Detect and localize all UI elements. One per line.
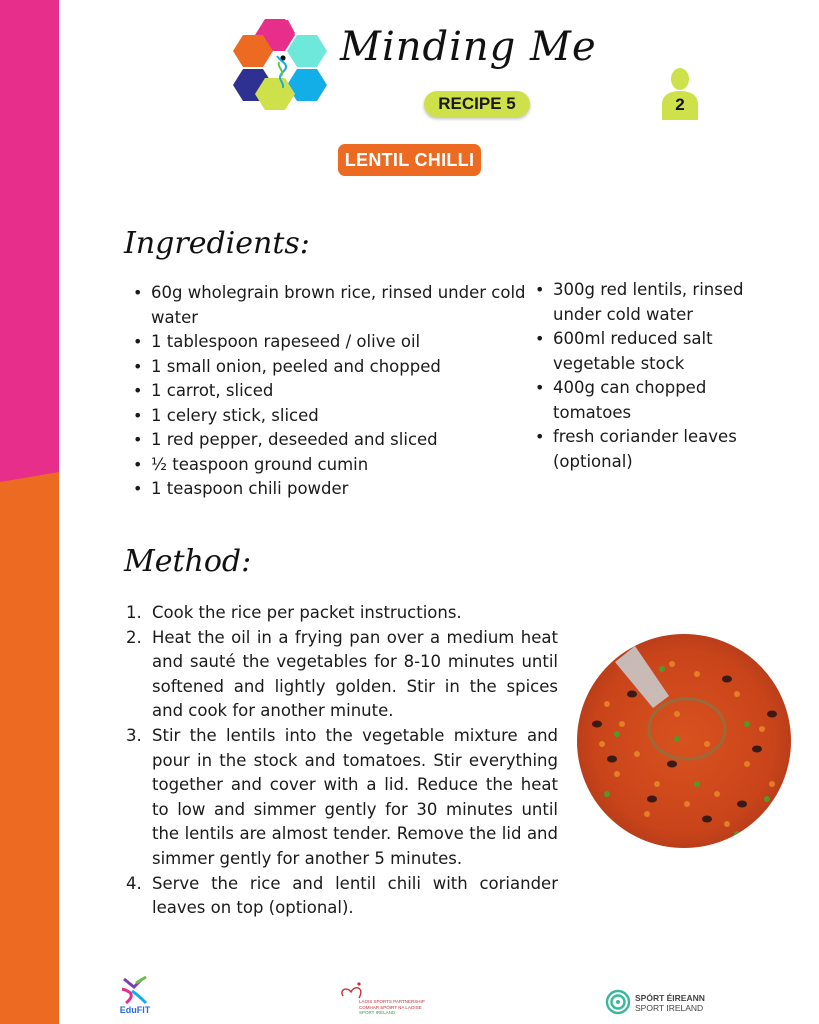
ingredient-item: • 1 tablespoon rapeseed / olive oil bbox=[131, 330, 531, 355]
step-number: 3. bbox=[126, 725, 142, 745]
method-step bbox=[126, 601, 558, 626]
ingredient-item: • 300g red lentils, rinsed under cold water bbox=[533, 278, 778, 327]
edufit-logo bbox=[118, 975, 152, 1017]
ingredient-item: • 1 carrot, sliced bbox=[131, 379, 531, 404]
ingredient-item: • 1 teaspoon chili powder bbox=[131, 477, 531, 502]
brand-title: Minding Me bbox=[340, 24, 597, 70]
side-color-strip bbox=[0, 0, 59, 1024]
laois-line-1: LAOIS SPORTS PARTNERSHIP bbox=[359, 999, 425, 1004]
servings-count: 2 bbox=[675, 95, 685, 114]
edufit-figure-icon bbox=[118, 975, 152, 1007]
step-number: 2. bbox=[126, 627, 142, 647]
sport-ireland-logo bbox=[605, 989, 715, 1015]
method-step bbox=[126, 724, 558, 872]
laois-text bbox=[359, 999, 425, 1016]
ingredient-item: • 600ml reduced salt vegetable stock bbox=[533, 327, 778, 376]
sport-ireland-swirl-icon bbox=[605, 989, 631, 1015]
ingredient-item: • 1 celery stick, sliced bbox=[131, 404, 531, 429]
ingredient-item: • 400g can chopped tomatoes bbox=[533, 376, 778, 425]
laois-line-2: COMHAR SPÓIRT NA LAOISE bbox=[359, 1004, 422, 1010]
servings-indicator bbox=[660, 68, 700, 120]
sport-ireland-line-1: SPÓRT ÉIREANN bbox=[635, 993, 705, 1003]
ingredients-list-left bbox=[131, 281, 531, 502]
ingredient-item: • 60g wholegrain brown rice, rinsed under cold water bbox=[131, 281, 531, 330]
ingredient-item: • 1 small onion, peeled and chopped bbox=[131, 355, 531, 380]
ingredients-list-right bbox=[533, 278, 778, 474]
method-heading: Method: bbox=[124, 544, 252, 579]
ingredient-item: • fresh coriander leaves (optional) bbox=[533, 425, 778, 474]
method-step bbox=[126, 626, 558, 724]
header bbox=[0, 0, 819, 130]
sport-ireland-text bbox=[635, 993, 705, 1013]
ingredients-heading: Ingredients: bbox=[124, 226, 310, 261]
ingredient-item: • ½ teaspoon ground cumin bbox=[131, 453, 531, 478]
edufit-label: EduFIT bbox=[119, 1005, 151, 1015]
recipe-number-badge: RECIPE 5 bbox=[424, 91, 530, 117]
step-text: Stir the lentils into the vegetable mixture and pour in the stock and tomatoes. Stir everything together and cover with a lid. Reduce the heat to low and simmer gently for 30 minutes until the lentils are almost tender. Remove the lid and simmer gently for another 5 minutes. bbox=[152, 725, 558, 868]
recipe-title: LENTIL CHILLI bbox=[338, 144, 481, 176]
laois-sports-partnership-logo bbox=[337, 980, 425, 1018]
method-step bbox=[126, 872, 558, 921]
hexagon-logo-icon bbox=[233, 18, 329, 110]
dish-photo bbox=[577, 634, 791, 848]
step-text: Serve the rice and lentil chili with coriander leaves on top (optional). bbox=[152, 873, 558, 918]
step-text: Heat the oil in a frying pan over a medium heat and sauté the vegetables for 8-10 minutes until softened and lightly golden. Stir in the spices and cook for another minute. bbox=[152, 627, 558, 721]
laois-line-3: SPORT IRELAND bbox=[359, 1010, 396, 1015]
step-number: 1. bbox=[126, 603, 142, 622]
step-number: 4. bbox=[126, 873, 142, 893]
step-text: Cook the rice per packet instructions. bbox=[152, 603, 462, 622]
ingredient-item: • 1 red pepper, deseeded and sliced bbox=[131, 428, 531, 453]
method-steps bbox=[126, 601, 558, 921]
sport-ireland-line-2: SPORT IRELAND bbox=[635, 1003, 704, 1013]
